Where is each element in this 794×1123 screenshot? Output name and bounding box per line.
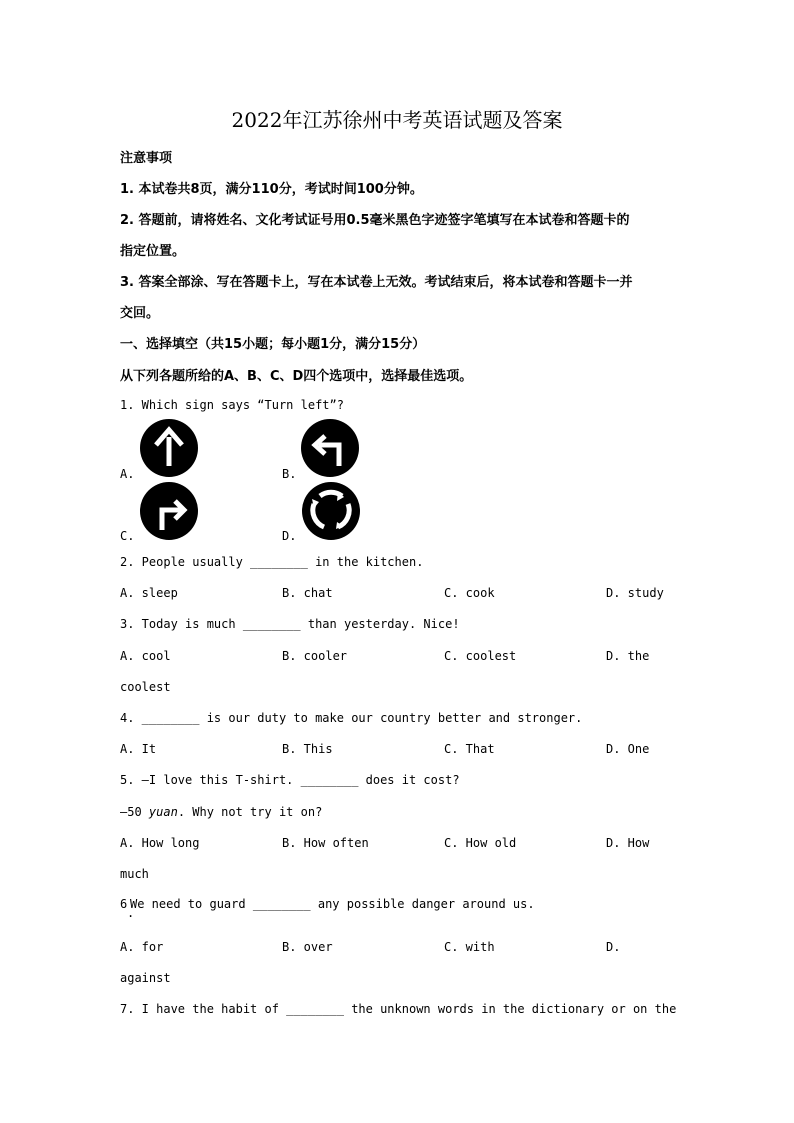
- q5-option-b: B. How often: [282, 836, 369, 850]
- q5-option-d: D. How: [606, 836, 650, 850]
- q3-option-c: C. coolest: [444, 649, 517, 663]
- q4-option-b: B. This: [282, 742, 333, 756]
- q2-option-b: B. chat: [282, 586, 333, 600]
- q6-option-d-wrap: against: [120, 971, 171, 985]
- notes-heading: 注意事项: [120, 151, 173, 166]
- q3-option-a: A. cool: [120, 649, 171, 663]
- q3-option-d-wrap: coolest: [120, 680, 171, 694]
- q1-option-a: A.: [120, 467, 135, 481]
- q5-option-a: A. How long: [120, 836, 200, 850]
- q5-line2-pre: —50: [120, 805, 149, 819]
- notes-item-2-line2: 指定位置。: [120, 244, 186, 259]
- roundabout-icon: [302, 482, 360, 540]
- q5-option-d-wrap: much: [120, 867, 149, 881]
- q3-option-d: D. the: [606, 649, 650, 663]
- q1-option-c: C.: [120, 529, 135, 543]
- q4-stem: 4. ________ is our duty to make our country better and stronger.: [120, 711, 583, 725]
- q6-stem: We need to guard ________ any possible danger around us.: [130, 897, 535, 911]
- q3-option-b: B. cooler: [282, 649, 348, 663]
- section-heading: 一、选择填空（共15小题；每小题1分，满分15分）: [120, 337, 426, 352]
- q2-stem: 2. People usually ________ in the kitchen.: [120, 555, 424, 569]
- q6-option-a: A. for: [120, 940, 164, 954]
- q5-dialogue-line2: [120, 805, 322, 819]
- q2-option-d: D. study: [606, 586, 664, 600]
- q1-option-b: B.: [282, 467, 297, 481]
- q4-option-d: D. One: [606, 742, 650, 756]
- q1-stem: 1. Which sign says “Turn left”?: [120, 398, 344, 412]
- notes-item-3-line2: 交回。: [120, 306, 160, 321]
- q5-line2-post: . Why not try it on?: [177, 805, 323, 819]
- turn-left-icon: [301, 419, 359, 477]
- q6-option-c: C. with: [444, 940, 495, 954]
- notes-item-2-line1: 2. 答题前，请将姓名、文化考试证号用0.5毫米黑色字迹签字笔填写在本试卷和答题卡的: [120, 213, 630, 228]
- notes-item-3-line1: 3. 答案全部涂、写在答题卡上，写在本试卷上无效。考试结束后，将本试卷和答题卡一并: [120, 275, 633, 290]
- q6-number-dot: .: [127, 906, 135, 920]
- q5-line2-italic: yuan: [148, 805, 178, 819]
- q6-number: 6: [120, 897, 128, 911]
- page-title: 2022年江苏徐州中考英语试题及答案: [231, 108, 563, 132]
- q7-stem: 7. I have the habit of ________ the unknown words in the dictionary or on the: [120, 1002, 677, 1016]
- turn-right-icon: [140, 482, 198, 540]
- notes-item-1: 1. 本试卷共8页，满分110分，考试时间100分钟。: [120, 182, 423, 197]
- q6-option-d: D.: [606, 940, 621, 954]
- q4-option-c: C. That: [444, 742, 495, 756]
- arrow-up-icon: [140, 419, 198, 477]
- q3-stem: 3. Today is much ________ than yesterday. Nice!: [120, 617, 460, 631]
- q5-stem: 5. —I love this T-shirt. ________ does it cost?: [120, 773, 460, 787]
- q4-option-a: A. It: [120, 742, 157, 756]
- section-instruction: 从下列各题所给的A、B、C、D四个选项中，选择最佳选项。: [120, 369, 473, 384]
- q2-option-c: C. cook: [444, 586, 495, 600]
- q6-option-b: B. over: [282, 940, 333, 954]
- q1-option-d: D.: [282, 529, 297, 543]
- q5-option-c: C. How old: [444, 836, 517, 850]
- q2-option-a: A. sleep: [120, 586, 178, 600]
